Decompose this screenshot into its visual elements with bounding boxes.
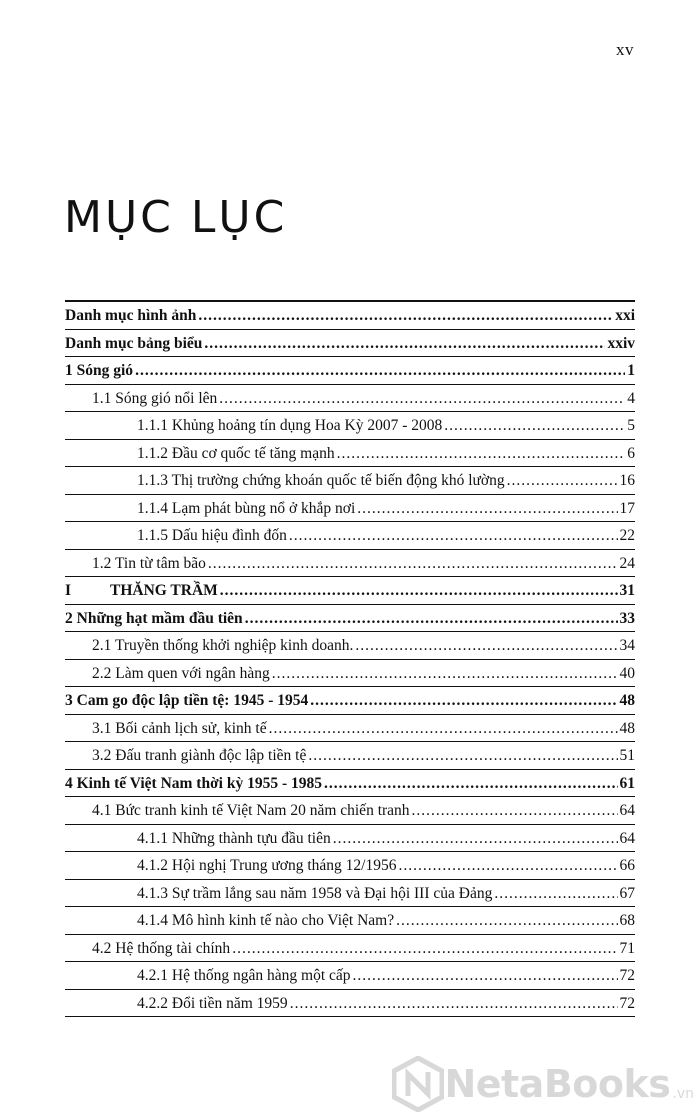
toc-dot-leader: [412, 797, 618, 825]
toc-entry[interactable]: [65, 550, 635, 578]
toc-dot-leader: [220, 577, 618, 605]
toc-entry-label: 1 Sóng gió: [65, 362, 134, 379]
toc-entry-label: 1.2 Tin từ tâm bão: [92, 554, 206, 572]
toc-dot-leader: [204, 330, 605, 358]
toc-entry-label: 4 Kinh tế Việt Nam thời kỳ 1955 - 1985: [65, 774, 323, 792]
toc-dot-leader: [198, 302, 613, 330]
toc-dot-leader: [308, 742, 617, 770]
toc-entry[interactable]: [65, 330, 635, 358]
toc-page-number: 33: [619, 609, 635, 627]
toc-entry-label: 4.2 Hệ thống tài chính: [92, 939, 231, 957]
toc-dot-leader: [353, 962, 618, 990]
toc-page-number: 22: [619, 527, 635, 544]
watermark-brand: NetaBooks: [444, 1062, 671, 1106]
toc-entry-label: 1.1.2 Đầu cơ quốc tế tăng mạnh: [137, 444, 335, 462]
toc-page-number: 48: [619, 692, 635, 709]
toc-entry-label: 1.1.4 Lạm phát bùng nổ ở khắp nơi: [137, 499, 356, 517]
toc-entry[interactable]: [65, 880, 635, 908]
toc-page-number: xxiv: [607, 334, 635, 352]
toc-page-number: 66: [619, 857, 635, 874]
toc-dot-leader: [245, 605, 618, 633]
toc-entry[interactable]: [65, 577, 635, 605]
toc-entry[interactable]: [65, 852, 635, 880]
toc-entry[interactable]: [65, 522, 635, 550]
toc-page-number: 17: [619, 499, 635, 517]
toc-entry[interactable]: [65, 385, 635, 413]
toc-page-number: 72: [619, 967, 635, 984]
toc-entry[interactable]: [65, 660, 635, 688]
toc-page-number: 67: [619, 884, 635, 902]
watermark-suffix: .vn: [672, 1086, 694, 1102]
toc-dot-leader: [269, 715, 618, 743]
toc-entry-label: 4.2.2 Đổi tiền năm 1959: [137, 994, 288, 1012]
toc-entry-label: 4.1 Bức tranh kinh tế Việt Nam 20 năm chiến tranh: [92, 802, 410, 819]
toc-page-number: 4: [627, 389, 635, 407]
toc-page-number: 71: [619, 939, 635, 957]
toc-entry-label: 1.1 Sóng gió nổi lên: [92, 389, 218, 407]
toc-entry[interactable]: [65, 935, 635, 963]
toc-entry[interactable]: [65, 605, 635, 633]
toc-page-number: 64: [619, 802, 635, 819]
toc-entry[interactable]: [65, 687, 635, 715]
toc-entry[interactable]: [65, 440, 635, 468]
toc-entry-label: 1.1.5 Dấu hiệu đình đốn: [137, 527, 287, 544]
toc-entry[interactable]: [65, 990, 635, 1018]
toc-entry[interactable]: [65, 715, 635, 743]
toc-entry-label: 1.1.1 Khủng hoảng tín dụng Hoa Kỳ 2007 - 2008: [137, 417, 443, 434]
toc-dot-leader: [507, 467, 618, 495]
toc-entry-label: 3.1 Bối cảnh lịch sử, kinh tế: [92, 719, 267, 737]
page-title: MỤC LỤC: [64, 192, 288, 243]
toc-page-number: 51: [619, 747, 635, 764]
toc-page-number: 68: [619, 912, 635, 929]
toc-dot-leader: [337, 440, 626, 468]
toc-dot-leader: [272, 660, 618, 688]
toc-entry[interactable]: [65, 907, 635, 935]
toc-entry-label: Danh mục hình ảnh: [65, 307, 197, 324]
toc-entry[interactable]: [65, 412, 635, 440]
toc-dot-leader: [355, 632, 617, 660]
toc-entry[interactable]: [65, 742, 635, 770]
page-number: xv: [616, 40, 634, 59]
toc-entry-label: 2.2 Làm quen với ngân hàng: [92, 664, 270, 682]
toc-dot-leader: [232, 935, 617, 963]
toc-page-number: 34: [619, 637, 635, 654]
toc-entry-label: Danh mục bảng biểu: [65, 334, 203, 352]
toc-entry-label: 4.1.3 Sự trầm lắng sau năm 1958 và Đại hội III của Đảng: [137, 884, 493, 902]
toc-page-number: 6: [627, 444, 635, 462]
toc-page-number: xxi: [615, 307, 635, 324]
toc-dot-leader: [398, 852, 617, 880]
toc-page-number: 40: [619, 664, 635, 682]
toc-dot-leader: [396, 907, 617, 935]
table-of-contents: [65, 300, 635, 1017]
toc-part-title: THĂNG TRẦM: [110, 582, 218, 599]
toc-dot-leader: [310, 687, 617, 715]
toc-entry[interactable]: [65, 825, 635, 853]
toc-dot-leader: [135, 357, 625, 385]
toc-entry-label: 4.1.4 Mô hình kinh tế nào cho Việt Nam?: [137, 912, 395, 929]
toc-dot-leader: [290, 990, 618, 1018]
toc-page-number: 5: [627, 417, 635, 434]
toc-dot-leader: [494, 880, 617, 908]
watermark-logo: [392, 1056, 694, 1112]
toc-page-number: 48: [619, 719, 635, 737]
toc-dot-leader: [444, 412, 625, 440]
toc-entry-label: 1.1.3 Thị trường chứng khoán quốc tế biến động khó lường: [137, 472, 505, 489]
toc-page-number: 31: [619, 582, 635, 599]
toc-entry[interactable]: [65, 962, 635, 990]
toc-page-number: 64: [619, 829, 635, 847]
toc-entry-label: 4.1.1 Những thành tựu đầu tiên: [137, 829, 331, 847]
toc-entry-label: 3 Cam go độc lập tiền tệ: 1945 - 1954: [65, 692, 309, 709]
toc-entry-label: 2.1 Truyền thống khởi nghiệp kinh doanh.: [92, 637, 354, 654]
toc-entry[interactable]: [65, 495, 635, 523]
toc-dot-leader: [357, 495, 617, 523]
netabooks-logo-icon: [392, 1056, 444, 1112]
toc-page-number: 1: [627, 362, 635, 379]
toc-page-number: 61: [619, 774, 635, 792]
toc-entry[interactable]: [65, 632, 635, 660]
toc-dot-leader: [289, 522, 618, 550]
toc-dot-leader: [324, 770, 617, 798]
toc-entry[interactable]: [65, 770, 635, 798]
toc-entry[interactable]: [65, 357, 635, 385]
toc-entry[interactable]: [65, 467, 635, 495]
toc-page-number: 16: [619, 472, 635, 489]
toc-dot-leader: [219, 385, 625, 413]
toc-entry[interactable]: [65, 302, 635, 330]
toc-page-number: 72: [619, 994, 635, 1012]
toc-dot-leader: [333, 825, 618, 853]
toc-part-number: I: [65, 582, 72, 599]
toc-entry-label: 4.2.1 Hệ thống ngân hàng một cấp: [137, 967, 351, 984]
toc-entry-label: 3.2 Đấu tranh giành độc lập tiền tệ: [92, 747, 307, 764]
toc-entry-label: 2 Những hạt mầm đầu tiên: [65, 609, 243, 627]
toc-entry-label: 4.1.2 Hội nghị Trung ương tháng 12/1956: [137, 857, 397, 874]
toc-dot-leader: [208, 550, 618, 578]
toc-page-number: 24: [619, 554, 635, 572]
toc-entry-label: [65, 577, 218, 605]
toc-entry[interactable]: [65, 797, 635, 825]
